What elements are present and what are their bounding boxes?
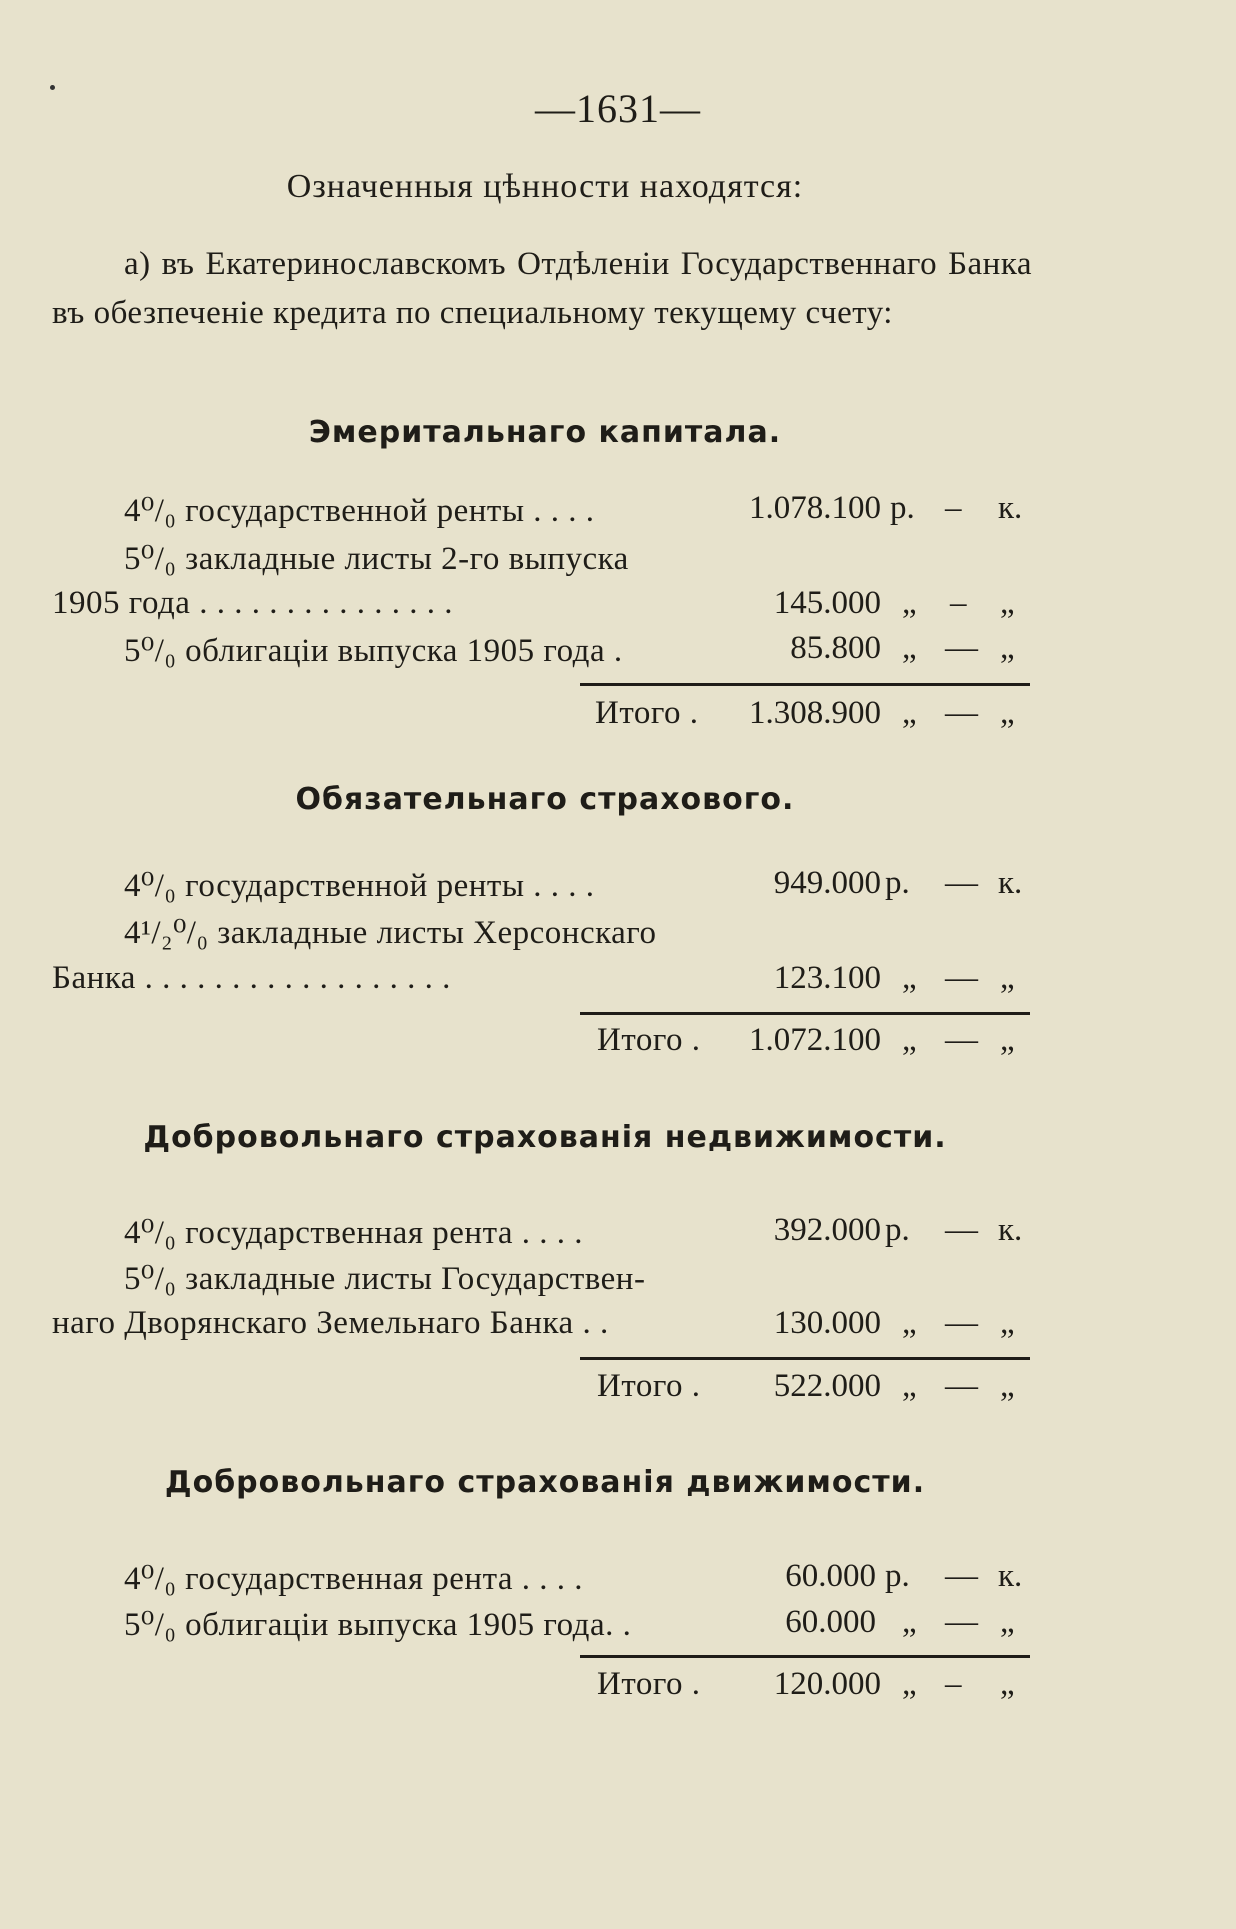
row-text: наго Дворянскаго Земельнаго Банка . .: [52, 1305, 609, 1341]
total-dash: —: [945, 695, 978, 731]
total-unit: „: [902, 695, 917, 731]
row-amount: 60.000: [785, 1604, 876, 1640]
row-text: Банка . . . . . . . . . . . . . . . . . .: [52, 960, 451, 996]
total-unit: „: [902, 1022, 917, 1058]
row-dash: —: [945, 630, 978, 666]
row-dash: —: [945, 1305, 978, 1341]
total-dash: –: [945, 1666, 962, 1702]
row-dash: –: [945, 490, 962, 526]
total-kop: „: [1000, 695, 1015, 731]
total-label: Итого .: [595, 695, 699, 731]
row-kop: „: [1000, 960, 1015, 996]
sum-rule: [580, 1357, 1030, 1360]
page-number: —1631—: [535, 86, 701, 131]
total-kop: „: [1000, 1022, 1015, 1058]
total-label: Итого .: [597, 1666, 701, 1702]
row-amount: 1.078.100: [749, 490, 881, 526]
row-text: 4⁰/₀ государственная рента . . . .: [124, 1215, 584, 1251]
row-text: 4⁰/₀ государственная рента . . . .: [124, 1561, 584, 1597]
section-heading: Добровольнаго страхованія недвижимости.: [143, 1120, 947, 1155]
total-label: Итого .: [597, 1022, 701, 1058]
row-amount: 60.000: [785, 1558, 876, 1594]
row-kop: „: [1000, 585, 1015, 621]
sum-rule: [580, 1655, 1030, 1658]
total-amount: 120.000: [773, 1666, 881, 1702]
section-heading: Обязательнаго страхового.: [295, 782, 795, 817]
total-unit: „: [902, 1368, 917, 1404]
row-text: 4¹/₂⁰/₀ закладные листы Херсонскаго: [124, 915, 657, 951]
row-unit: „: [902, 1604, 917, 1640]
total-unit: „: [902, 1666, 917, 1702]
row-unit: р.: [885, 1212, 910, 1248]
total-amount: 522.000: [773, 1368, 881, 1404]
section-heading: Добровольнаго страхованія движимости.: [164, 1465, 926, 1500]
row-amount: 392.000: [773, 1212, 881, 1248]
row-dash: –: [950, 585, 967, 621]
row-amount: 123.100: [773, 960, 881, 996]
row-dash: —: [945, 865, 978, 901]
row-text: 4⁰/₀ государственной ренты . . . .: [124, 493, 595, 529]
row-text: 5⁰/₀ облигаціи выпуска 1905 года. .: [124, 1607, 632, 1643]
intro-paragraph: а) въ Екатеринославскомъ Отдѣленіи Государственнаго Банка въ обезпеченіе кредита по специальному текущему счету:: [52, 246, 1032, 331]
row-unit: р.: [885, 865, 910, 901]
row-kop: к.: [998, 1558, 1023, 1594]
row-unit: „: [902, 585, 917, 621]
row-kop: к.: [998, 490, 1023, 526]
row-text: 1905 года . . . . . . . . . . . . . . .: [52, 585, 453, 621]
sum-rule: [580, 1012, 1030, 1015]
row-unit: „: [902, 960, 917, 996]
section-heading: Эмеритальнаго капитала.: [308, 415, 782, 450]
row-dash: —: [945, 1212, 978, 1248]
row-text: 5⁰/₀ облигаціи выпуска 1905 года .: [124, 633, 623, 669]
total-amount: 1.308.900: [749, 695, 881, 731]
row-kop: к.: [998, 1212, 1023, 1248]
sum-rule: [580, 683, 1030, 686]
row-kop: к.: [998, 865, 1023, 901]
row-unit: „: [902, 1305, 917, 1341]
row-text: 5⁰/₀ закладные листы 2-го выпуска: [124, 541, 629, 577]
row-amount: 130.000: [773, 1305, 881, 1341]
intro-title: Означенныя цѣнности находятся:: [286, 168, 804, 205]
row-dash: —: [945, 1604, 978, 1640]
total-kop: „: [1000, 1368, 1015, 1404]
total-dash: —: [945, 1368, 978, 1404]
row-text: 5⁰/₀ закладные листы Государствен-: [124, 1261, 646, 1297]
row-amount: 949.000: [773, 865, 881, 901]
row-kop: „: [1000, 1305, 1015, 1341]
row-kop: „: [1000, 1604, 1015, 1640]
row-kop: „: [1000, 630, 1015, 666]
row-dash: —: [945, 960, 978, 996]
row-dash: —: [945, 1558, 978, 1594]
row-text: 4⁰/₀ государственной ренты . . . .: [124, 868, 595, 904]
row-unit: „: [902, 630, 917, 666]
total-dash: —: [945, 1022, 978, 1058]
row-unit: р.: [890, 490, 915, 526]
total-amount: 1.072.100: [749, 1022, 881, 1058]
row-amount: 145.000: [773, 585, 881, 621]
row-unit: р.: [885, 1558, 910, 1594]
row-amount: 85.800: [790, 630, 881, 666]
total-kop: „: [1000, 1666, 1015, 1702]
total-label: Итого .: [597, 1368, 701, 1404]
